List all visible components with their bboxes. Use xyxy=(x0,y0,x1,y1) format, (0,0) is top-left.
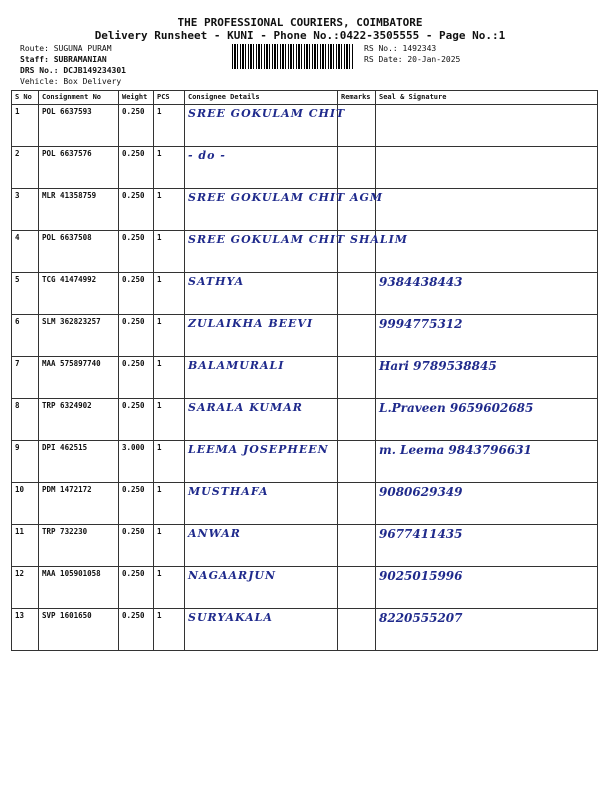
sno-cell: 6 xyxy=(12,315,39,357)
staff-label: Staff: SUBRAMANIAN xyxy=(20,55,107,64)
weight-cell: 0.250 xyxy=(119,315,154,357)
consignee-cell: SREE GOKULAM CHIT xyxy=(185,105,338,147)
weight-cell: 0.250 xyxy=(119,189,154,231)
consignee-cell: SREE GOKULAM CHIT AGM xyxy=(185,189,338,231)
sno-cell: 3 xyxy=(12,189,39,231)
table-row xyxy=(12,357,598,399)
col-consignee: Consignee Details xyxy=(185,91,338,105)
signature-cell: 9025015996 xyxy=(376,567,598,609)
signature-cell: L.Praveen 9659602685 xyxy=(376,399,598,441)
table-row xyxy=(12,105,598,147)
consignment-cell: TCG 41474992 xyxy=(39,273,119,315)
rs-date: RS Date: 20-Jan-2025 xyxy=(364,55,461,64)
sno-cell: 10 xyxy=(12,483,39,525)
remarks-cell xyxy=(338,441,376,483)
company-title: THE PROFESSIONAL COURIERS, COIMBATORE xyxy=(177,16,423,29)
remarks-cell xyxy=(338,609,376,651)
weight-cell: 0.250 xyxy=(119,399,154,441)
consignment-cell: POL 6637576 xyxy=(39,147,119,189)
sno-cell: 9 xyxy=(12,441,39,483)
consignee-cell: SURYAKALA xyxy=(185,609,338,651)
pcs-cell: 1 xyxy=(154,357,185,399)
drs-label: DRS No.: DCJB149234301 xyxy=(20,66,126,75)
col-remarks: Remarks xyxy=(338,91,376,105)
signature-cell xyxy=(376,231,598,273)
table-row xyxy=(12,231,598,273)
sno-cell: 1 xyxy=(12,105,39,147)
route-label: Route: SUGUNA PURAM xyxy=(20,44,112,53)
remarks-cell xyxy=(338,147,376,189)
remarks-cell xyxy=(338,273,376,315)
pcs-cell: 1 xyxy=(154,525,185,567)
pcs-cell: 1 xyxy=(154,105,185,147)
col-sno: S No xyxy=(12,91,39,105)
remarks-cell xyxy=(338,399,376,441)
signature-cell: Hari 9789538845 xyxy=(376,357,598,399)
route-info xyxy=(20,43,126,87)
pcs-cell: 1 xyxy=(154,231,185,273)
pcs-cell: 1 xyxy=(154,609,185,651)
consignee-cell: BALAMURALI xyxy=(185,357,338,399)
remarks-cell xyxy=(338,525,376,567)
consignee-cell: ZULAIKHA BEEVI xyxy=(185,315,338,357)
pcs-cell: 1 xyxy=(154,273,185,315)
table-row xyxy=(12,147,598,189)
rs-number: RS No.: 1492343 xyxy=(364,44,437,53)
delivery-table xyxy=(11,90,598,651)
table-row xyxy=(12,525,598,567)
barcode xyxy=(232,44,354,69)
remarks-cell xyxy=(338,315,376,357)
col-weight: Weight xyxy=(119,91,154,105)
signature-cell: 9384438443 xyxy=(376,273,598,315)
consignee-cell: MUSTHAFA xyxy=(185,483,338,525)
pcs-cell: 1 xyxy=(154,483,185,525)
table-row xyxy=(12,399,598,441)
consignee-cell: LEEMA JOSEPHEEN xyxy=(185,441,338,483)
consignment-cell: MAA 105901058 xyxy=(39,567,119,609)
consignment-cell: DPI 462515 xyxy=(39,441,119,483)
signature-cell: 9080629349 xyxy=(376,483,598,525)
signature-cell: 9994775312 xyxy=(376,315,598,357)
sno-cell: 13 xyxy=(12,609,39,651)
sno-cell: 8 xyxy=(12,399,39,441)
rs-info xyxy=(364,43,460,65)
consignee-cell: - do - xyxy=(185,147,338,189)
consignment-cell: PDM 1472172 xyxy=(39,483,119,525)
signature-cell xyxy=(376,105,598,147)
signature-cell xyxy=(376,147,598,189)
remarks-cell xyxy=(338,357,376,399)
col-pcs: PCS xyxy=(154,91,185,105)
weight-cell: 0.250 xyxy=(119,231,154,273)
signature-cell: 8220555207 xyxy=(376,609,598,651)
consignment-cell: POL 6637508 xyxy=(39,231,119,273)
consignee-cell: NAGAARJUN xyxy=(185,567,338,609)
sno-cell: 7 xyxy=(12,357,39,399)
sno-cell: 12 xyxy=(12,567,39,609)
sno-cell: 11 xyxy=(12,525,39,567)
table-row xyxy=(12,609,598,651)
table-row xyxy=(12,441,598,483)
signature-cell xyxy=(376,189,598,231)
remarks-cell xyxy=(338,567,376,609)
col-consignment: Consignment No xyxy=(39,91,119,105)
weight-cell: 0.250 xyxy=(119,147,154,189)
consignee-cell: SREE GOKULAM CHIT SHALIM xyxy=(185,231,338,273)
consignment-cell: SVP 1601650 xyxy=(39,609,119,651)
weight-cell: 0.250 xyxy=(119,105,154,147)
col-seal: Seal & Signature xyxy=(376,91,598,105)
table-row xyxy=(12,483,598,525)
runsheet-subtitle: Delivery Runsheet - KUNI - Phone No.:0422-3505555 - Page No.:1 xyxy=(94,29,506,42)
pcs-cell: 1 xyxy=(154,189,185,231)
signature-cell: m. Leema 9843796631 xyxy=(376,441,598,483)
pcs-cell: 1 xyxy=(154,567,185,609)
table-header-row xyxy=(12,91,598,105)
table-row xyxy=(12,189,598,231)
weight-cell: 0.250 xyxy=(119,273,154,315)
pcs-cell: 1 xyxy=(154,147,185,189)
consignee-cell: SATHYA xyxy=(185,273,338,315)
sno-cell: 4 xyxy=(12,231,39,273)
table-row xyxy=(12,273,598,315)
pcs-cell: 1 xyxy=(154,315,185,357)
weight-cell: 0.250 xyxy=(119,357,154,399)
consignee-cell: SARALA KUMAR xyxy=(185,399,338,441)
sno-cell: 2 xyxy=(12,147,39,189)
table-row xyxy=(12,567,598,609)
consignment-cell: SLM 362823257 xyxy=(39,315,119,357)
consignment-cell: MAA 575897740 xyxy=(39,357,119,399)
weight-cell: 0.250 xyxy=(119,567,154,609)
pcs-cell: 1 xyxy=(154,399,185,441)
consignment-cell: TRP 732230 xyxy=(39,525,119,567)
weight-cell: 3.000 xyxy=(119,441,154,483)
consignment-cell: MLR 41358759 xyxy=(39,189,119,231)
consignee-cell: ANWAR xyxy=(185,525,338,567)
remarks-cell xyxy=(338,483,376,525)
table-row xyxy=(12,315,598,357)
sno-cell: 5 xyxy=(12,273,39,315)
vehicle-label: Vehicle: Box Delivery xyxy=(20,77,122,86)
pcs-cell: 1 xyxy=(154,441,185,483)
signature-cell: 9677411435 xyxy=(376,525,598,567)
weight-cell: 0.250 xyxy=(119,609,154,651)
consignment-cell: TRP 6324902 xyxy=(39,399,119,441)
weight-cell: 0.250 xyxy=(119,483,154,525)
consignment-cell: POL 6637593 xyxy=(39,105,119,147)
weight-cell: 0.250 xyxy=(119,525,154,567)
